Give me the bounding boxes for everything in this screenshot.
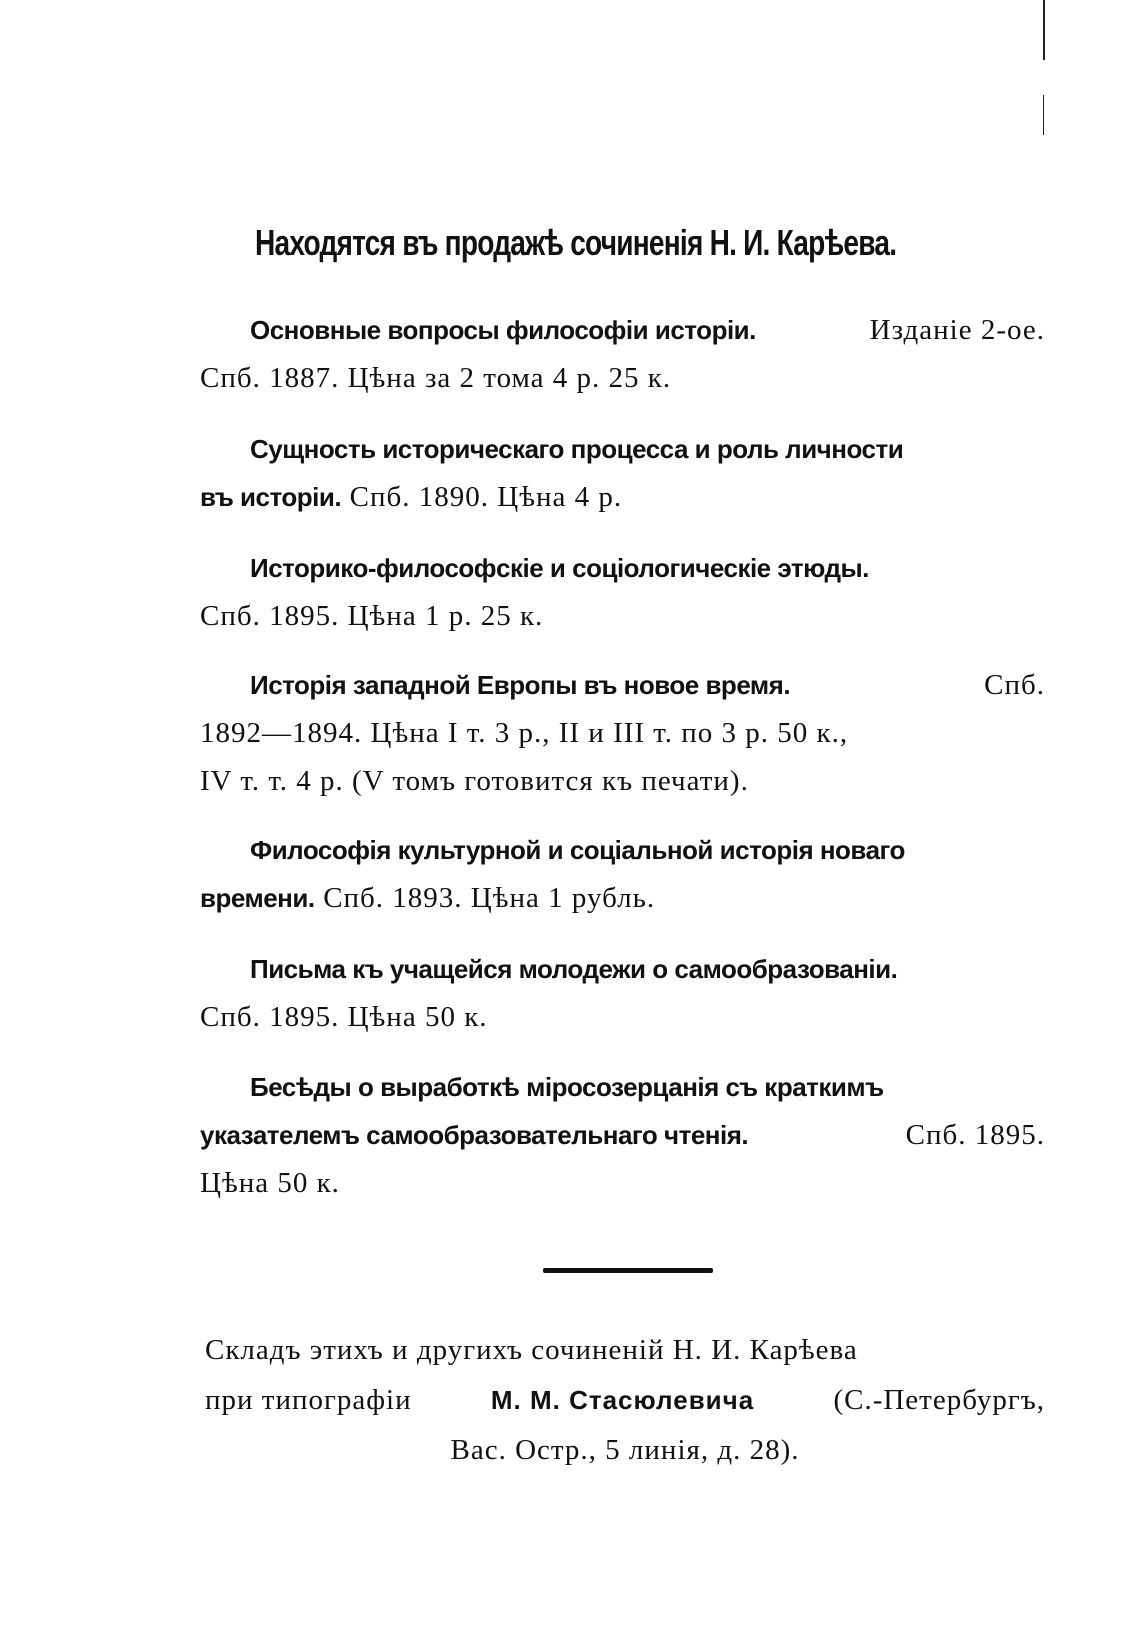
book-details: Спб. 1887. Цѣна за 2 тома 4 р. 25 к. [200,362,672,394]
footer-text: (С.-Петербургъ, [833,1384,1045,1416]
entry-line [200,473,1045,522]
book-title: въ исторіи. [200,482,342,512]
page-edge-mark [1043,0,1045,60]
book-title: указателемъ самообразовательнаго чтенія. [200,1120,749,1150]
book-details: 1892—1894. Цѣна І т. 3 р., II и III т. по 3 р. 50 к., [200,717,849,749]
book-details: Спб. 1895. Цѣна 1 р. 25 к. [200,600,544,632]
publisher-note [205,1325,1045,1475]
footer-line [205,1375,1045,1425]
book-entry [200,544,1045,640]
entry-line [200,1111,1045,1159]
book-entry [200,306,1045,402]
footer-line: Вас. Остр., 5 линія, д. 28). [450,1434,800,1466]
book-details: IV т. т. 4 р. (V томъ готовится къ печати). [200,765,749,797]
book-details: Спб. 1895. [905,1119,1045,1151]
book-title: Сущность историческаго процесса и роль личности [250,434,904,464]
book-entry [200,945,1045,1041]
book-details: Спб. 1895. Цѣна 50 к. [200,1001,488,1033]
entry-line [200,874,1045,923]
section-divider [543,1268,713,1273]
book-title: времени. [200,883,315,913]
entry-line [200,306,1045,354]
book-title: Основные вопросы философіи исторіи. [250,315,756,345]
book-title: Бесѣды о выработкѣ міросозерцанія съ краткимъ [250,1072,884,1102]
entry-line [200,661,1045,709]
book-details: Цѣна 50 к. [200,1167,340,1199]
printer-name: М. М. Стасюлевича [490,1385,755,1415]
book-details: Изданіе 2-ое. [869,314,1045,346]
book-title: Письма къ учащейся молодежи о самообразованіи. [250,954,898,984]
book-details: Спб. [984,669,1045,701]
book-entry [200,1063,1045,1207]
book-title: Историко-философскіе и соціологическіе этюды. [250,553,869,583]
book-title: Философія культурной и соціальной исторія новаго [250,835,905,865]
book-title: Исторія западной Европы въ новое время. [250,670,791,700]
page-edge-mark [1043,95,1044,135]
page-heading: Находятся въ продажѣ сочиненія Н. И. Карѣева. [255,222,897,263]
book-entry [200,661,1045,805]
footer-text: при типографіи [205,1384,412,1416]
book-details: Спб. 1893. Цѣна 1 рубль. [323,882,656,914]
book-entry [200,425,1045,522]
footer-line: Складъ этихъ и другихъ сочиненій Н. И. Карѣева [205,1334,858,1366]
book-entry [200,826,1045,923]
book-details: Спб. 1890. Цѣна 4 р. [349,481,623,513]
